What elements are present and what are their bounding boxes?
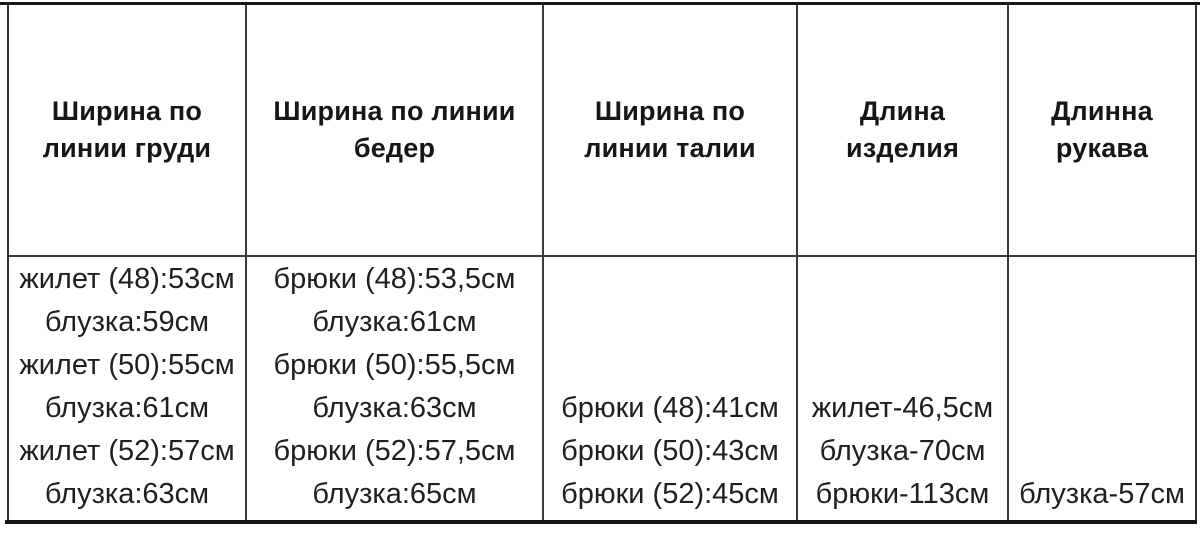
header-line: бедер (353, 133, 436, 163)
size-table (7, 5, 1197, 520)
column-body-chest (9, 257, 245, 520)
column-sleeve-length (1009, 5, 1195, 520)
header-line: Ширина по линии (273, 96, 516, 126)
column-body-item-length (798, 257, 1007, 520)
column-header-hips (247, 5, 542, 257)
table-row: брюки (48):53,5см (273, 263, 516, 295)
column-header-waist (544, 5, 796, 257)
column-chest (9, 5, 247, 520)
column-item-length (798, 5, 1009, 520)
column-body-hips (247, 257, 542, 520)
table-row: блузка:65см (312, 478, 477, 510)
table-row: жилет (52):57см (19, 435, 235, 467)
header-line: линии груди (42, 133, 212, 163)
table-row: жилет-46,5см (811, 392, 994, 424)
table-row: блузка-57см (1019, 478, 1185, 510)
column-hips (247, 5, 544, 520)
column-body-waist (544, 257, 796, 520)
table-row: жилет (48):53см (19, 263, 235, 295)
column-header-sleeve-length (1009, 5, 1195, 257)
table-row: брюки (52):45см (561, 478, 779, 510)
table-row: блузка-70см (819, 435, 986, 467)
header-line: изделия (845, 133, 960, 163)
table-row: брюки (52):57,5см (273, 435, 516, 467)
header-line: Длинна (1051, 96, 1153, 126)
table-row: блузка:63см (312, 392, 477, 424)
header-line: линии талии (584, 133, 756, 163)
table-row: блузка:61см (44, 392, 210, 424)
table-row: блузка:59см (44, 306, 210, 338)
column-waist (544, 5, 798, 520)
table-row: жилет (50):55см (19, 349, 235, 381)
column-header-item-length (798, 5, 1007, 257)
column-body-sleeve-length (1009, 257, 1195, 520)
header-line: Длина (859, 96, 946, 126)
table-row: брюки (50):55,5см (273, 349, 516, 381)
table-row: брюки (50):43см (561, 435, 779, 467)
table-row: брюки-113см (815, 478, 990, 510)
header-line: Ширина по (594, 96, 746, 126)
column-header-chest (9, 5, 245, 257)
table-row: брюки (48):41см (561, 392, 779, 424)
table-row: блузка:63см (44, 478, 210, 510)
header-line: рукава (1055, 133, 1149, 163)
table-row: блузка:61см (312, 306, 477, 338)
table-bottom-border (5, 520, 1197, 524)
header-line: Ширина по (51, 96, 203, 126)
